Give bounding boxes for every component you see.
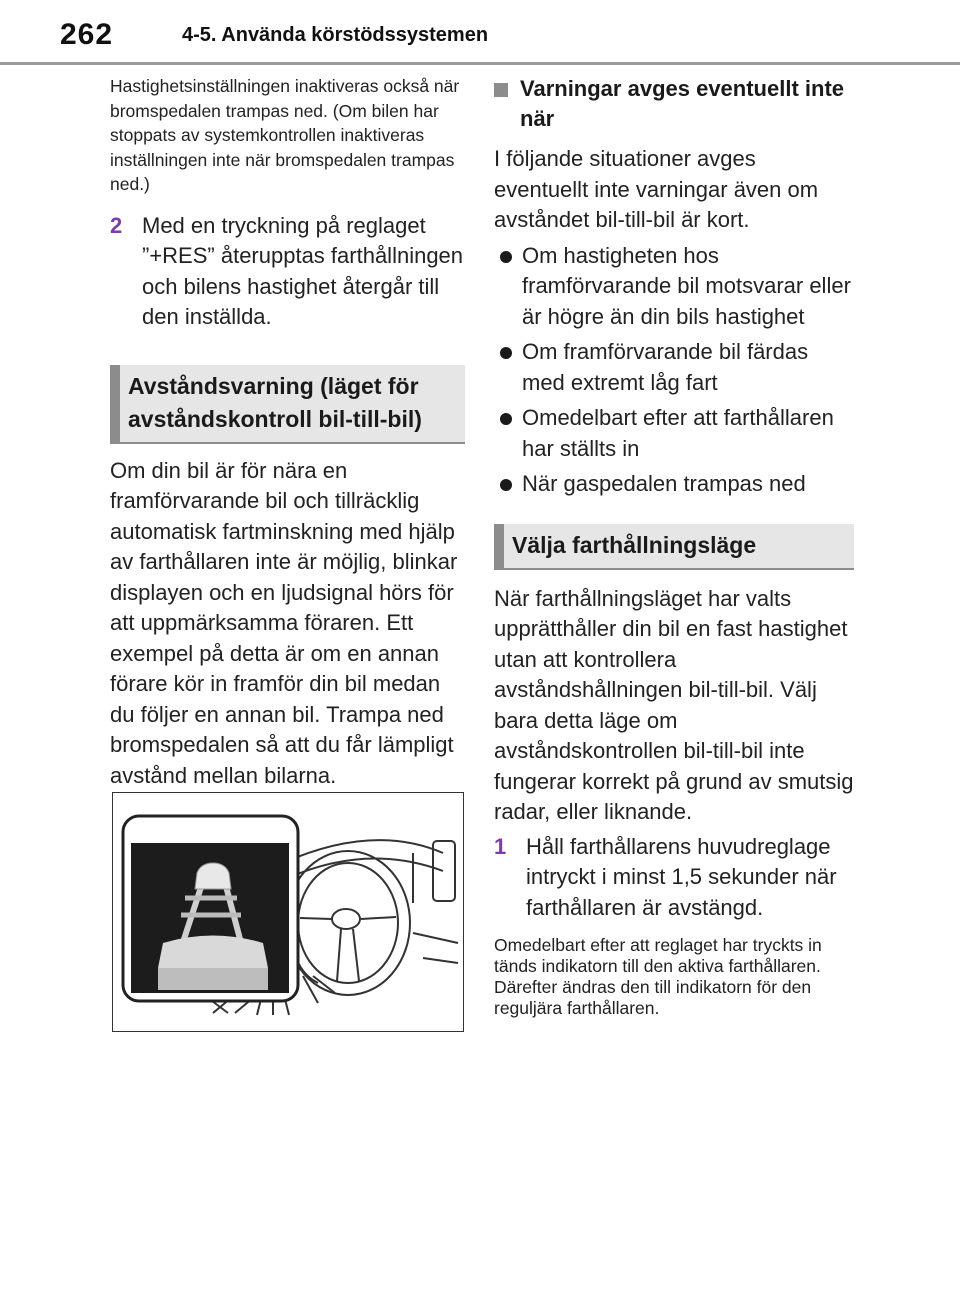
- header-divider: [0, 62, 960, 65]
- step-number: 1: [494, 833, 507, 859]
- left-column: [110, 74, 465, 791]
- step-number: 2: [110, 212, 123, 238]
- list-item-text: Om hastigheten hos framförvarande bil motsvarar eller är högre än din bils hastighet: [522, 242, 851, 329]
- step-2: [110, 211, 465, 333]
- cruise-mode-paragraph: När farthållningsläget har valts upprätthåller din bil en fast hastighet utan att kontrollera avståndshållningen bil-till-bil. Välj bara detta läge om avståndskontrollen bil-till-bil inte fungerar korrekt på grund av smutsig radar, eller liknande.: [494, 585, 854, 824]
- deactivation-note: Hastighetsinställningen inaktiveras också när bromspedalen trampas ned. (Om bilen har stoppats av systemkontrollen inaktiveras inställningen inte när bromspedalen trampas ned.): [110, 76, 460, 194]
- subheading-text: Varningar avges eventuellt inte när: [520, 76, 845, 131]
- bullet-dot-icon: [500, 251, 512, 263]
- list-item-text: När gaspedalen trampas ned: [522, 471, 806, 496]
- distance-warning-heading: Avståndsvarning (läget för avståndskontroll bil-till-bil): [110, 365, 465, 444]
- distance-warning-paragraph: Om din bil är för nära en framförvarande bil och tillräcklig automatisk fartminskning med hjälp av farthållaren inte är möjlig, blinkar displayen och en ljudsignal hörs för att uppmärksamma föraren. Ett exempel på detta är om en annan förare kör in framför din bil medan du följer en annan bil. Trampa ned bromspedalen så att du får lämpligt avstånd mellan bilarna.: [110, 457, 458, 788]
- list-item: [494, 469, 854, 500]
- square-bullet-icon: [494, 83, 508, 97]
- dashboard-illustration: [112, 792, 464, 1032]
- step-1: [494, 832, 854, 924]
- warnings-subheading: [494, 74, 854, 134]
- cruise-mode-heading: Välja farthållningsläge: [494, 524, 854, 570]
- list-item-text: Om framförvarande bil färdas med extremt låg fart: [522, 339, 809, 395]
- warnings-intro: I följande situationer avges eventuellt inte varningar även om avståndet bil-till-bil är kort.: [494, 146, 819, 232]
- list-item-text: Omedelbart efter att farthållaren har ställts in: [522, 405, 834, 461]
- bullet-dot-icon: [500, 347, 512, 359]
- step-text: Med en tryckning på reglaget ”+RES” återupptas farthållningen och bilens hastighet återgår till den inställda.: [142, 212, 464, 329]
- page-header: [0, 0, 960, 66]
- list-item: [494, 241, 854, 333]
- list-item: [494, 403, 854, 464]
- page-number: 262: [60, 18, 114, 51]
- list-item: [494, 337, 854, 398]
- right-column: [494, 74, 854, 1019]
- bullet-dot-icon: [500, 413, 512, 425]
- step-text: Håll farthållarens huvudreglage intryckt i minst 1,5 sekunder när farthållaren är avstängd.: [526, 833, 837, 920]
- section-title: 4-5. Använda körstödssystemen: [182, 24, 489, 46]
- indicator-note: Omedelbart efter att reglaget har tryckts in tänds indikatorn till den aktiva farthållaren. Därefter ändras den till indikatorn för den reguljära farthållaren.: [494, 935, 822, 1018]
- bullet-dot-icon: [500, 479, 512, 491]
